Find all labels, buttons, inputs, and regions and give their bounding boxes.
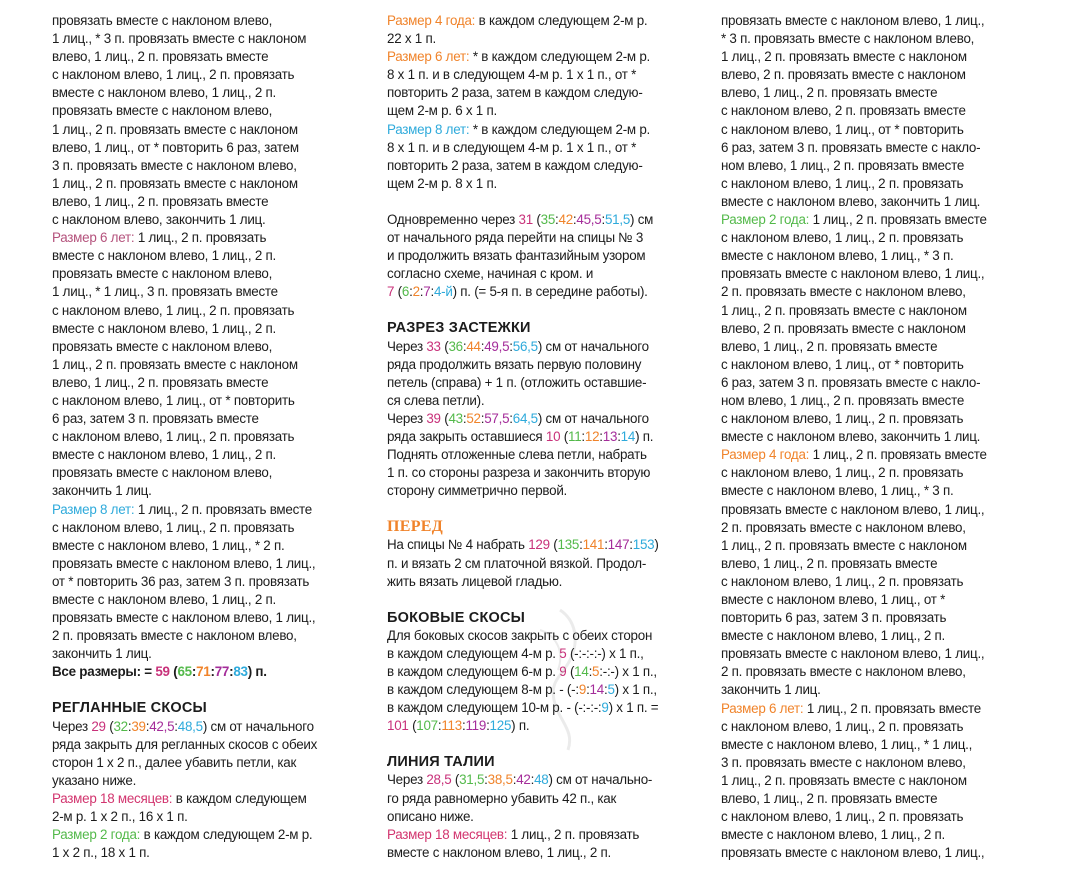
value-size-8: 4-й <box>433 284 453 300</box>
text-fragment: На спицы № 4 набрать <box>387 537 529 553</box>
value-size-4: 71 <box>196 664 211 680</box>
text-line: щем 2-м р. 6 х 1 п. <box>387 103 497 119</box>
text-line: в каждом следующем 6-м р. 9 (14:5:-:-) х 1 п., <box>387 664 657 679</box>
watermark-figure-icon <box>520 600 600 760</box>
text-line: * 3 п. провязать вместе с наклоном влево, <box>721 31 975 47</box>
text-column-left <box>52 12 370 862</box>
value-size-8: 83 <box>233 664 248 680</box>
size-label-2: Размер 2 года: <box>52 827 141 843</box>
text-fragment: -:-:-:- <box>574 645 602 661</box>
text-line: вместе с наклоном влево, закончить 1 лиц. <box>721 193 981 209</box>
value-size-8: 64,5 <box>512 410 538 426</box>
text-fragment: в каждом следующем 2-м р. <box>475 13 648 28</box>
text-line: 1 лиц., 2 п. провязать вместе с наклоном <box>52 356 298 372</box>
value-size-18m: 9 <box>559 664 567 679</box>
value-size-2: 14 <box>574 664 589 679</box>
text-line: влево, 1 лиц., 2 п. провязать вместе <box>721 791 938 807</box>
text-line: влево, 1 лиц., 2 п. провязать вместе <box>721 555 938 571</box>
value-size-2: 35 <box>540 211 556 227</box>
value-size-6: 77 <box>214 664 230 680</box>
text-line: 1 лиц., 2 п. провязать вместе с наклоном <box>52 121 298 137</box>
value-size-4: 38,5 <box>487 772 513 788</box>
text-line: закончить 1 лиц. <box>52 646 152 662</box>
text-fragment: в каждом следующем 2-м р. <box>140 827 313 843</box>
value-size-8: 48,5 <box>177 718 203 734</box>
text-line: и продолжить вязать фантазийным узором <box>387 248 646 264</box>
size-label-8: Размер 8 лет: <box>387 121 470 137</box>
text-line: 1 лиц., 2 п. провязать вместе с наклоном <box>721 302 967 318</box>
text-line: вместе с наклоном влево, закончить 1 лиц. <box>721 429 981 445</box>
text-line: провязать вместе с наклоном влево, 1 лиц., <box>721 646 985 662</box>
value-size-6: 57,5 <box>484 410 510 426</box>
text-fragment: ) х 1 п., <box>614 682 657 698</box>
size-label-4: Размер 4 года: <box>721 447 810 463</box>
text-fragment: ) х 1 п., <box>614 664 657 679</box>
size-label-6: Размер 6 лет: <box>721 700 804 716</box>
text-line: с наклоном влево, 1 лиц., от * повторить <box>721 121 964 137</box>
text-line: от начального ряда перейти на спицы № 3 <box>387 230 644 246</box>
text-line: с наклоном влево, 1 лиц., от * повторить <box>721 356 964 372</box>
text-fragment: Через <box>52 718 92 734</box>
text-fragment: ) х 1 п., <box>601 645 644 661</box>
text-line: с наклоном влево, 1 лиц., 2 п. провязать <box>721 411 964 427</box>
value-size-18m: 39 <box>426 410 441 426</box>
text-line: 2 п. провязать вместе с наклоном влево, <box>721 664 966 680</box>
text-line: с наклоном влево, 1 лиц., от * повторить <box>52 392 295 408</box>
value-size-8: 51,5 <box>604 211 631 227</box>
size-label-18m: Размер 18 месяцев: <box>387 826 508 842</box>
text-line: 2 п. провязать вместе с наклоном влево, <box>721 284 966 300</box>
text-line: 1 лиц., * 1 лиц., 3 п. провязать вместе <box>52 284 278 300</box>
text-line: с наклоном влево, 1 лиц., 2 п. провязать <box>721 718 964 734</box>
text-line: 2 п. провязать вместе с наклоном влево, <box>721 519 966 535</box>
text-fragment: -:-:-: <box>578 700 602 716</box>
section-heading-raglan: РЕГЛАННЫЕ СКОСЫ <box>52 700 207 717</box>
text-line: вместе с наклоном влево, 1 лиц., 2 п. <box>52 248 277 264</box>
size-18m-section <box>387 826 705 844</box>
size-2-section <box>721 211 1039 229</box>
value-size-6: 13 <box>602 428 618 444</box>
text-line: повторить 6 раз, затем 3 п. провязать <box>721 610 947 626</box>
size-6-section <box>387 48 705 66</box>
section-heading-placket: РАЗРЕЗ ЗАСТЕЖКИ <box>387 320 531 337</box>
all-sizes-label: Все размеры: <box>52 664 141 680</box>
text-line: провязать вместе с наклоном влево, 1 лиц., <box>721 845 985 861</box>
text-fragment: ) х 1 п. = <box>608 700 659 716</box>
text-fragment: 1 лиц., 2 п. провязать вместе <box>809 212 987 228</box>
text-line: повторить 2 раза, затем в каждом следую- <box>387 157 643 173</box>
value-size-18m: 28,5 <box>426 772 452 788</box>
text-line: вместе с наклоном влево, 1 лиц., * 1 лиц., <box>721 736 973 752</box>
text-fragment: ряда закрыть оставшиеся <box>387 428 546 444</box>
value-size-6: 7 <box>423 284 431 300</box>
text-line: 7 (6:2:7:4-й) п. (= 5-я п. в середине работы). <box>387 284 648 300</box>
value-size-18m: 31 <box>518 211 533 227</box>
text-fragment: ) см от начального <box>537 338 649 354</box>
text-line: от * повторить 36 раз, затем 3 п. провязать <box>52 573 310 589</box>
value-size-4: 5 <box>592 664 600 679</box>
text-fragment: в каждом следующем <box>172 790 307 806</box>
text-line: влево, 1 лиц., от * повторить 6 раз, затем <box>52 139 299 155</box>
text-line: вместе с наклоном влево, 1 лиц., 2 п. <box>52 592 277 607</box>
text-line: Через 33 (36:44:49,5:56,5) см от начального <box>387 338 649 354</box>
value-size-4: 141 <box>582 537 605 553</box>
text-line: сторону симметрично первой. <box>387 483 568 499</box>
text-fragment: * в каждом следующем 2-м р. <box>469 49 651 65</box>
text-line: щем 2-м р. 8 х 1 п. <box>387 175 497 191</box>
text-fragment: ) см от начального <box>202 718 314 734</box>
text-line: с наклоном влево, 1 лиц., 2 п. провязать <box>52 519 295 535</box>
text-line: провязать вместе с наклоном влево, 1 лиц., <box>721 266 985 282</box>
text-line: вместе с наклоном влево, 1 лиц., * 3 п. <box>721 248 954 264</box>
text-fragment: ) см от начального <box>537 410 649 426</box>
text-line: ном влево, 1 лиц., 2 п. провязать вместе <box>721 392 965 408</box>
size-2-section <box>52 826 370 844</box>
text-line: провязать вместе с наклоном влево, <box>52 266 273 282</box>
value-size-8: 14 <box>620 428 636 444</box>
size-label-6: Размер 6 лет: <box>387 49 470 65</box>
text-fragment: ) п. (= 5-я п. в середине работы). <box>452 284 648 300</box>
text-line: 1 лиц., 2 п. провязать <box>134 230 267 246</box>
size-4-section <box>387 12 705 30</box>
text-line: 2-м р. 1 х 2 п., 16 х 1 п. <box>52 809 188 825</box>
text-line: Через 39 (43:52:57,5:64,5) см от начального <box>387 410 649 426</box>
value-size-18m: 33 <box>426 338 441 354</box>
text-line: 1 лиц., 2 п. провязать вместе <box>134 501 312 517</box>
text-line: провязать вместе с наклоном влево, <box>52 13 273 28</box>
size-label-8: Размер 8 лет: <box>52 501 135 517</box>
value-size-6: 42,5 <box>149 718 175 734</box>
text-line: согласно схеме, начиная с кром. и <box>387 266 594 282</box>
text-fragment: в каждом следующем 6-м р. <box>387 664 560 679</box>
text-line: влево, 2 п. провязать вместе с наклоном <box>721 67 966 83</box>
text-fragment: ) см от начально- <box>548 772 653 788</box>
text-fragment: в каждом следующем 8-м р. - ( <box>387 682 572 698</box>
text-line: го ряда равномерно убавить 42 п., как <box>387 790 617 806</box>
text-line: влево, 1 лиц., 2 п. провязать вместе <box>721 85 938 101</box>
text-line: с наклоном влево, 1 лиц., 2 п. провязать <box>721 230 964 246</box>
text-line: вместе с наклоном влево, 1 лиц., 2 п. <box>52 85 277 101</box>
text-line: с наклоном влево, 1 лиц., 2 п. провязать <box>721 573 964 589</box>
text-line: ряда продолжить вязать первую половину <box>387 356 642 372</box>
text-fragment: в каждом следующем 10-м р. - ( <box>387 700 579 716</box>
text-line: На спицы № 4 набрать 129 (135:141:147:153) <box>387 537 659 553</box>
value-size-8: 56,5 <box>512 338 538 354</box>
text-line: Для боковых скосов закрыть с обеих сторон <box>387 627 653 643</box>
text-line: 6 раз, затем 3 п. провязать вместе с накло- <box>721 374 981 390</box>
text-line: 3 п. провязать вместе с наклоном влево, <box>52 157 297 173</box>
text-line: провязать вместе с наклоном влево, 1 лиц., <box>52 555 316 571</box>
value-size-18m: 101 <box>387 718 409 734</box>
text-line: 1 лиц., 2 п. провязать вместе с наклоном <box>52 175 298 191</box>
text-line: 1 х 2 п., 18 х 1 п. <box>52 845 150 861</box>
size-label-2: Размер 2 года: <box>721 212 810 228</box>
text-line: вместе с наклоном влево, 1 лиц., от * <box>721 592 946 607</box>
value-size-4: 113 <box>441 718 462 734</box>
size-8-section <box>387 121 705 139</box>
value-size-2: 36 <box>448 338 463 354</box>
text-line: провязать вместе с наклоном влево, 1 лиц., <box>52 610 316 626</box>
text-line: ряда закрыть оставшиеся 10 (11:12:13:14) п. <box>387 428 654 444</box>
value-size-8: 48 <box>534 772 549 788</box>
value-size-18m: 10 <box>545 428 561 444</box>
value-size-4: 52 <box>466 410 481 426</box>
value-size-4: 9 <box>578 682 587 698</box>
text-fragment: Через <box>387 772 427 788</box>
text-fragment: 1 лиц., 2 п. провязать вместе <box>803 700 981 716</box>
value-size-6: 14 <box>589 682 604 698</box>
text-line: 1 лиц., * 3 п. провязать вместе с наклоном <box>52 31 307 47</box>
text-line: вместе с наклоном влево, 1 лиц., 2 п. <box>52 320 277 336</box>
section-heading-waist: ЛИНИЯ ТАЛИИ <box>387 754 495 771</box>
text-fragment: Через <box>387 410 427 426</box>
value-size-4: 2 <box>412 284 420 300</box>
text-line: провязать вместе с наклоном влево, 1 лиц., <box>721 13 985 28</box>
text-line: 6 раз, затем 3 п. провязать вместе <box>52 411 259 427</box>
text-line: 101 (107:113:119:125) п. <box>387 718 530 734</box>
value-size-8: 9 <box>601 700 609 716</box>
text-line: Одновременно через 31 (35:42:45,5:51,5) см <box>387 211 654 227</box>
text-column-right <box>721 12 1039 862</box>
value-size-6: 42 <box>516 772 531 788</box>
text-fragment: - <box>571 682 576 698</box>
text-fragment: Одновременно через <box>387 211 519 227</box>
value-size-2: 65 <box>177 664 192 680</box>
text-line: петель (справа) + 1 п. (отложить оставшие- <box>387 374 647 390</box>
text-fragment: 1 лиц., 2 п. провязать вместе <box>809 447 987 463</box>
value-size-18m: 29 <box>91 718 106 734</box>
text-line: 2 п. провязать вместе с наклоном влево, <box>52 628 297 644</box>
size-6-section <box>52 229 370 247</box>
text-line: вместе с наклоном влево, 1 лиц., * 3 п. <box>721 483 954 499</box>
value-size-2: 11 <box>568 428 582 444</box>
value-size-4: 12 <box>584 428 600 444</box>
value-size-18m: 5 <box>559 645 567 661</box>
text-line: 1 п. со стороны разреза и закончить вторую <box>387 465 651 481</box>
text-line: 8 х 1 п. и в следующем 4-м р. 1 х 1 п., от * <box>387 139 637 155</box>
text-line: с наклоном влево, 1 лиц., 2 п. провязать <box>52 302 295 318</box>
text-fragment: в каждом следующем 4-м р. <box>387 645 560 661</box>
text-line: вместе с наклоном влево, 1 лиц., 2 п. <box>387 844 612 860</box>
text-line: сторон 1 х 2 п., далее убавить петли, как <box>52 754 297 770</box>
text-line: описано ниже. <box>387 808 474 824</box>
text-line: 6 раз, затем 3 п. провязать вместе с накло- <box>721 139 981 155</box>
value-size-2: 31,5 <box>459 772 485 788</box>
value-size-8: 125 <box>489 718 512 734</box>
text-line: жить вязать лицевой гладью. <box>387 573 563 589</box>
value-size-18m: 129 <box>528 537 550 553</box>
value-size-8: 5 <box>607 682 615 698</box>
value-size-6: 45,5 <box>576 211 602 227</box>
text-line: вместе с наклоном влево, 1 лиц., 2 п. <box>721 628 946 644</box>
text-line: влево, 2 п. провязать вместе с наклоном <box>721 320 966 336</box>
value-size-6: 49,5 <box>484 338 510 354</box>
size-4-section <box>721 446 1039 464</box>
text-line: ряда закрыть для регланных скосов с обеих <box>52 736 318 752</box>
text-line: с наклоном влево, 1 лиц., 2 п. провязать <box>52 67 295 83</box>
text-fragment: ) п. <box>511 718 530 734</box>
text-line: вместе с наклоном влево, 1 лиц., 2 п. <box>52 447 277 463</box>
text-line: влево, 1 лиц., 2 п. провязать вместе <box>52 374 269 390</box>
size-8-section <box>52 501 370 519</box>
text-fragment: ) см <box>630 211 654 227</box>
text-line: с наклоном влево, 1 лиц., 2 п. провязать <box>721 175 964 191</box>
text-line: Через 29 (32:39:42,5:48,5) см от начального <box>52 718 314 734</box>
text-line: 22 х 1 п. <box>387 31 436 47</box>
value-size-2: 32 <box>113 718 128 734</box>
text-line: закончить 1 лиц. <box>52 483 152 499</box>
text-fragment: ) <box>654 537 659 553</box>
value-size-2: 107 <box>416 718 438 734</box>
text-line: провязать вместе с наклоном влево, <box>52 103 273 119</box>
text-line: повторить 2 раза, затем в каждом следую- <box>387 85 643 101</box>
value-size-18m: 7 <box>387 284 395 300</box>
text-line: с наклоном влево, 1 лиц., 2 п. провязать <box>721 465 964 481</box>
text-line: 3 п. провязать вместе с наклоном влево, <box>721 754 966 770</box>
text-line: вместе с наклоном влево, 1 лиц., * 2 п. <box>52 537 285 553</box>
text-line: с наклоном влево, 1 лиц., 2 п. провязать <box>721 809 964 825</box>
text-fragment: Через <box>387 338 427 354</box>
text-line: 1 лиц., 2 п. провязать вместе с наклоном <box>721 537 967 553</box>
value-size-4: 44 <box>466 338 481 354</box>
text-line: закончить 1 лиц. <box>721 682 821 698</box>
text-line: 1 лиц., 2 п. провязать вместе с наклоном <box>721 772 967 788</box>
text-line: влево, 1 лиц., 2 п. провязать вместе <box>721 338 938 354</box>
value-size-4: 39 <box>131 718 146 734</box>
text-line: 8 х 1 п. и в следующем 4-м р. 1 х 1 п., от * <box>387 67 637 83</box>
text-line: п. и вязать 2 см платочной вязкой. Продол- <box>387 555 647 571</box>
text-line: в каждом следующем 4-м р. 5 (-:-:-:-) х 1 п., <box>387 645 644 661</box>
all-sizes-total: Все размеры: = 59 (65:71:77:83) п. <box>52 664 267 680</box>
value-size-6: 147 <box>607 537 630 553</box>
value-size-2: 135 <box>557 537 580 553</box>
value-size-2: 6 <box>401 284 410 300</box>
text-fragment: ) п. <box>635 428 654 444</box>
text-line: Через 28,5 (31,5:38,5:42:48) см от начально- <box>387 772 653 788</box>
value-size-2: 43 <box>448 410 463 426</box>
text-line: влево, 1 лиц., 2 п. провязать вместе <box>52 49 269 65</box>
text-fragment: ) п. <box>247 664 267 680</box>
value-size-18m: 59 <box>155 664 170 680</box>
text-line: с наклоном влево, 2 п. провязать вместе <box>721 103 966 119</box>
text-fragment: = <box>140 664 156 680</box>
text-line: вместе с наклоном влево, 1 лиц., 2 п. <box>721 827 946 843</box>
size-label-18m: Размер 18 месяцев: <box>52 790 173 806</box>
text-line: указано ниже. <box>52 772 137 788</box>
size-label-6: Размер 6 лет: <box>52 230 135 246</box>
text-line: в каждом следующем 8-м р. - (-:9:14:5) х 1 п., <box>387 682 657 698</box>
text-line: с наклоном влево, 1 лиц., 2 п. провязать <box>52 429 295 445</box>
text-line: влево, 1 лиц., 2 п. провязать вместе <box>52 193 269 209</box>
size-6-section <box>721 700 1039 718</box>
text-line: Поднять отложенные слева петли, набрать <box>387 447 647 463</box>
value-size-6: 119 <box>465 718 487 734</box>
text-line: провязать вместе с наклоном влево, <box>52 338 273 354</box>
value-size-4: 42 <box>558 211 573 227</box>
text-line: ся слева петли). <box>387 392 485 408</box>
value-size-8: 153 <box>632 537 655 553</box>
text-line: с наклоном влево, закончить 1 лиц. <box>52 212 266 228</box>
text-line: провязать вместе с наклоном влево, <box>52 465 273 481</box>
text-line: 1 лиц., 2 п. провязать вместе с наклоном <box>721 49 967 65</box>
section-heading-front: ПЕРЕД <box>387 518 444 536</box>
text-fragment: * в каждом следующем 2-м р. <box>469 121 651 137</box>
size-label-4: Размер 4 года: <box>387 13 476 28</box>
text-fragment: -:- <box>602 664 615 679</box>
size-18m-section <box>52 790 370 808</box>
text-line: ном влево, 1 лиц., 2 п. провязать вместе <box>721 157 965 173</box>
text-fragment: 1 лиц., 2 п. провязать <box>507 826 640 842</box>
section-heading-side-shaping: БОКОВЫЕ СКОСЫ <box>387 609 526 626</box>
text-line: провязать вместе с наклоном влево, 1 лиц., <box>721 501 985 517</box>
